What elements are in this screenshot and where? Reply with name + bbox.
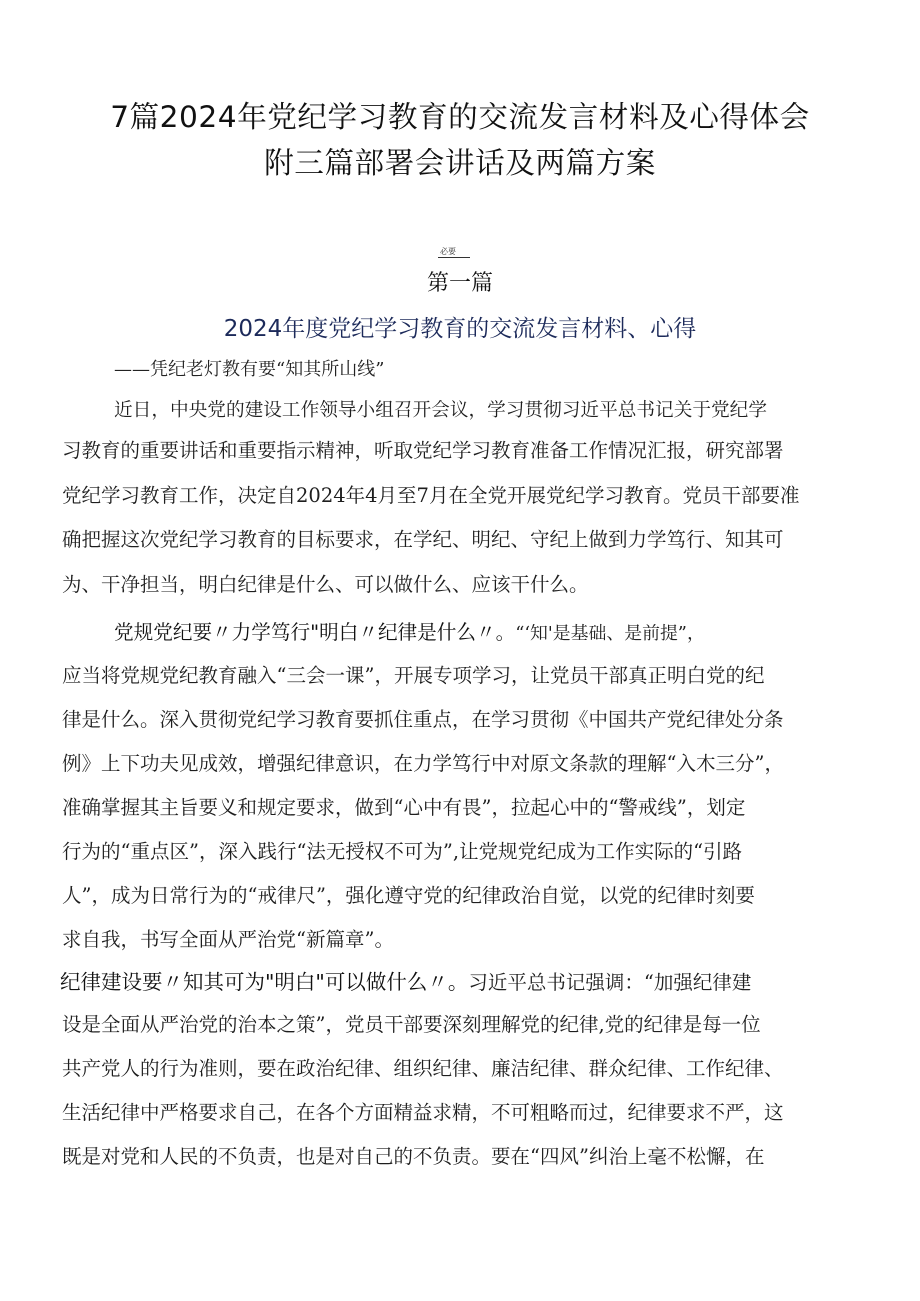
section-2-first-text: 习近平总书记强调：“加强纪律建 (468, 971, 752, 994)
section-2-heading: 纪律建设要〃知其可为"明白"可以做什么〃。 (60, 970, 469, 994)
section-1-line-8: 求自我，书写全面从严治党“新篇章”。 (62, 928, 394, 951)
dash-subheading: ——凭纪老灯教有要“知其所山线” (114, 359, 385, 380)
intro-line-2: 习教育的重要讲话和重要指示精神，听取党纪学习教育准备工作情况汇报，研究部署 (62, 439, 784, 462)
section-1-line-3: 律是什么。深入贯彻党纪学习教育要抓住重点，在学习贯彻《中国共产党纪律处分条 (62, 708, 784, 731)
intro-line-4: 确把握这次党纪学习教育的目标要求，在学纪、明纪、守纪上做到力学笃行、知其可 (62, 528, 784, 551)
intro-line-5: 为、干净担当，明白纪律是什么、可以做什么、应该干什么。 (62, 573, 589, 596)
small-mark: 必要 (438, 247, 470, 258)
section-1-line-4: 例》上下功夫见成效，增强纪律意识，在力学笃行中对原文条款的理解“入木三分”， (62, 752, 784, 775)
document-title-line-2: 附三篇部署会讲话及两篇方案 (264, 145, 656, 180)
document-title-line-1: 7篇2024年党纪学习教育的交流发言材料及心得体会 (110, 99, 810, 134)
section-2-line-5: 既是对党和人民的不负责，也是对自己的不负责。要在“四风”纠治上毫不松懈，在 (62, 1145, 765, 1168)
section-1-line-7: 人”，成为日常行为的“戒律尺”，强化遵守党的纪律政治自觉，以党的纪律时刻要 (62, 884, 755, 907)
section-1-first-text: “‘知'是基础、是前提”， (515, 623, 705, 644)
section-1-line-6: 行为的“重点区”，深入践行“法无授权不可为”,让党规党纪成为工作实际的“引路 (62, 840, 743, 863)
section-1-first-line (114, 614, 914, 652)
section-2-first-line (60, 963, 860, 1001)
part-label: 第一篇 (426, 271, 493, 296)
section-2-line-2: 设是全面从严治党的治本之策”，党员干部要深刻理解党的纪律,党的纪律是每一位 (62, 1013, 761, 1036)
section-1-line-5: 准确掌握其主旨要义和规定要求，做到“心中有畏”，拉起心中的“警戒线”，划定 (62, 796, 746, 819)
section-2-line-4: 生活纪律中严格要求自己，在各个方面精益求精，不可粗略而过，纪律要求不严，这 (62, 1101, 784, 1124)
section-2-line-3: 共产党人的行为准则，要在政治纪律、组织纪律、廉洁纪律、群众纪律、工作纪律、 (62, 1057, 784, 1080)
section-1-line-2: 应当将党规党纪教育融入“三会一课”，开展专项学习，让党员干部真正明白党的纪 (62, 664, 765, 687)
section-subtitle: 2024年度党纪学习教育的交流发言材料、心得 (223, 316, 697, 342)
intro-line-3: 党纪学习教育工作，决定自2024年4月至7月在全党开展党纪学习教育。党员干部要准 (62, 484, 800, 507)
section-1-heading: 党规党纪要〃力学笃行"明白〃纪律是什么〃。 (114, 621, 516, 644)
intro-line-1: 近日，中央党的建设工作领导小组召开会议，学习贯彻习近平总书记关于党纪学 (114, 400, 767, 421)
